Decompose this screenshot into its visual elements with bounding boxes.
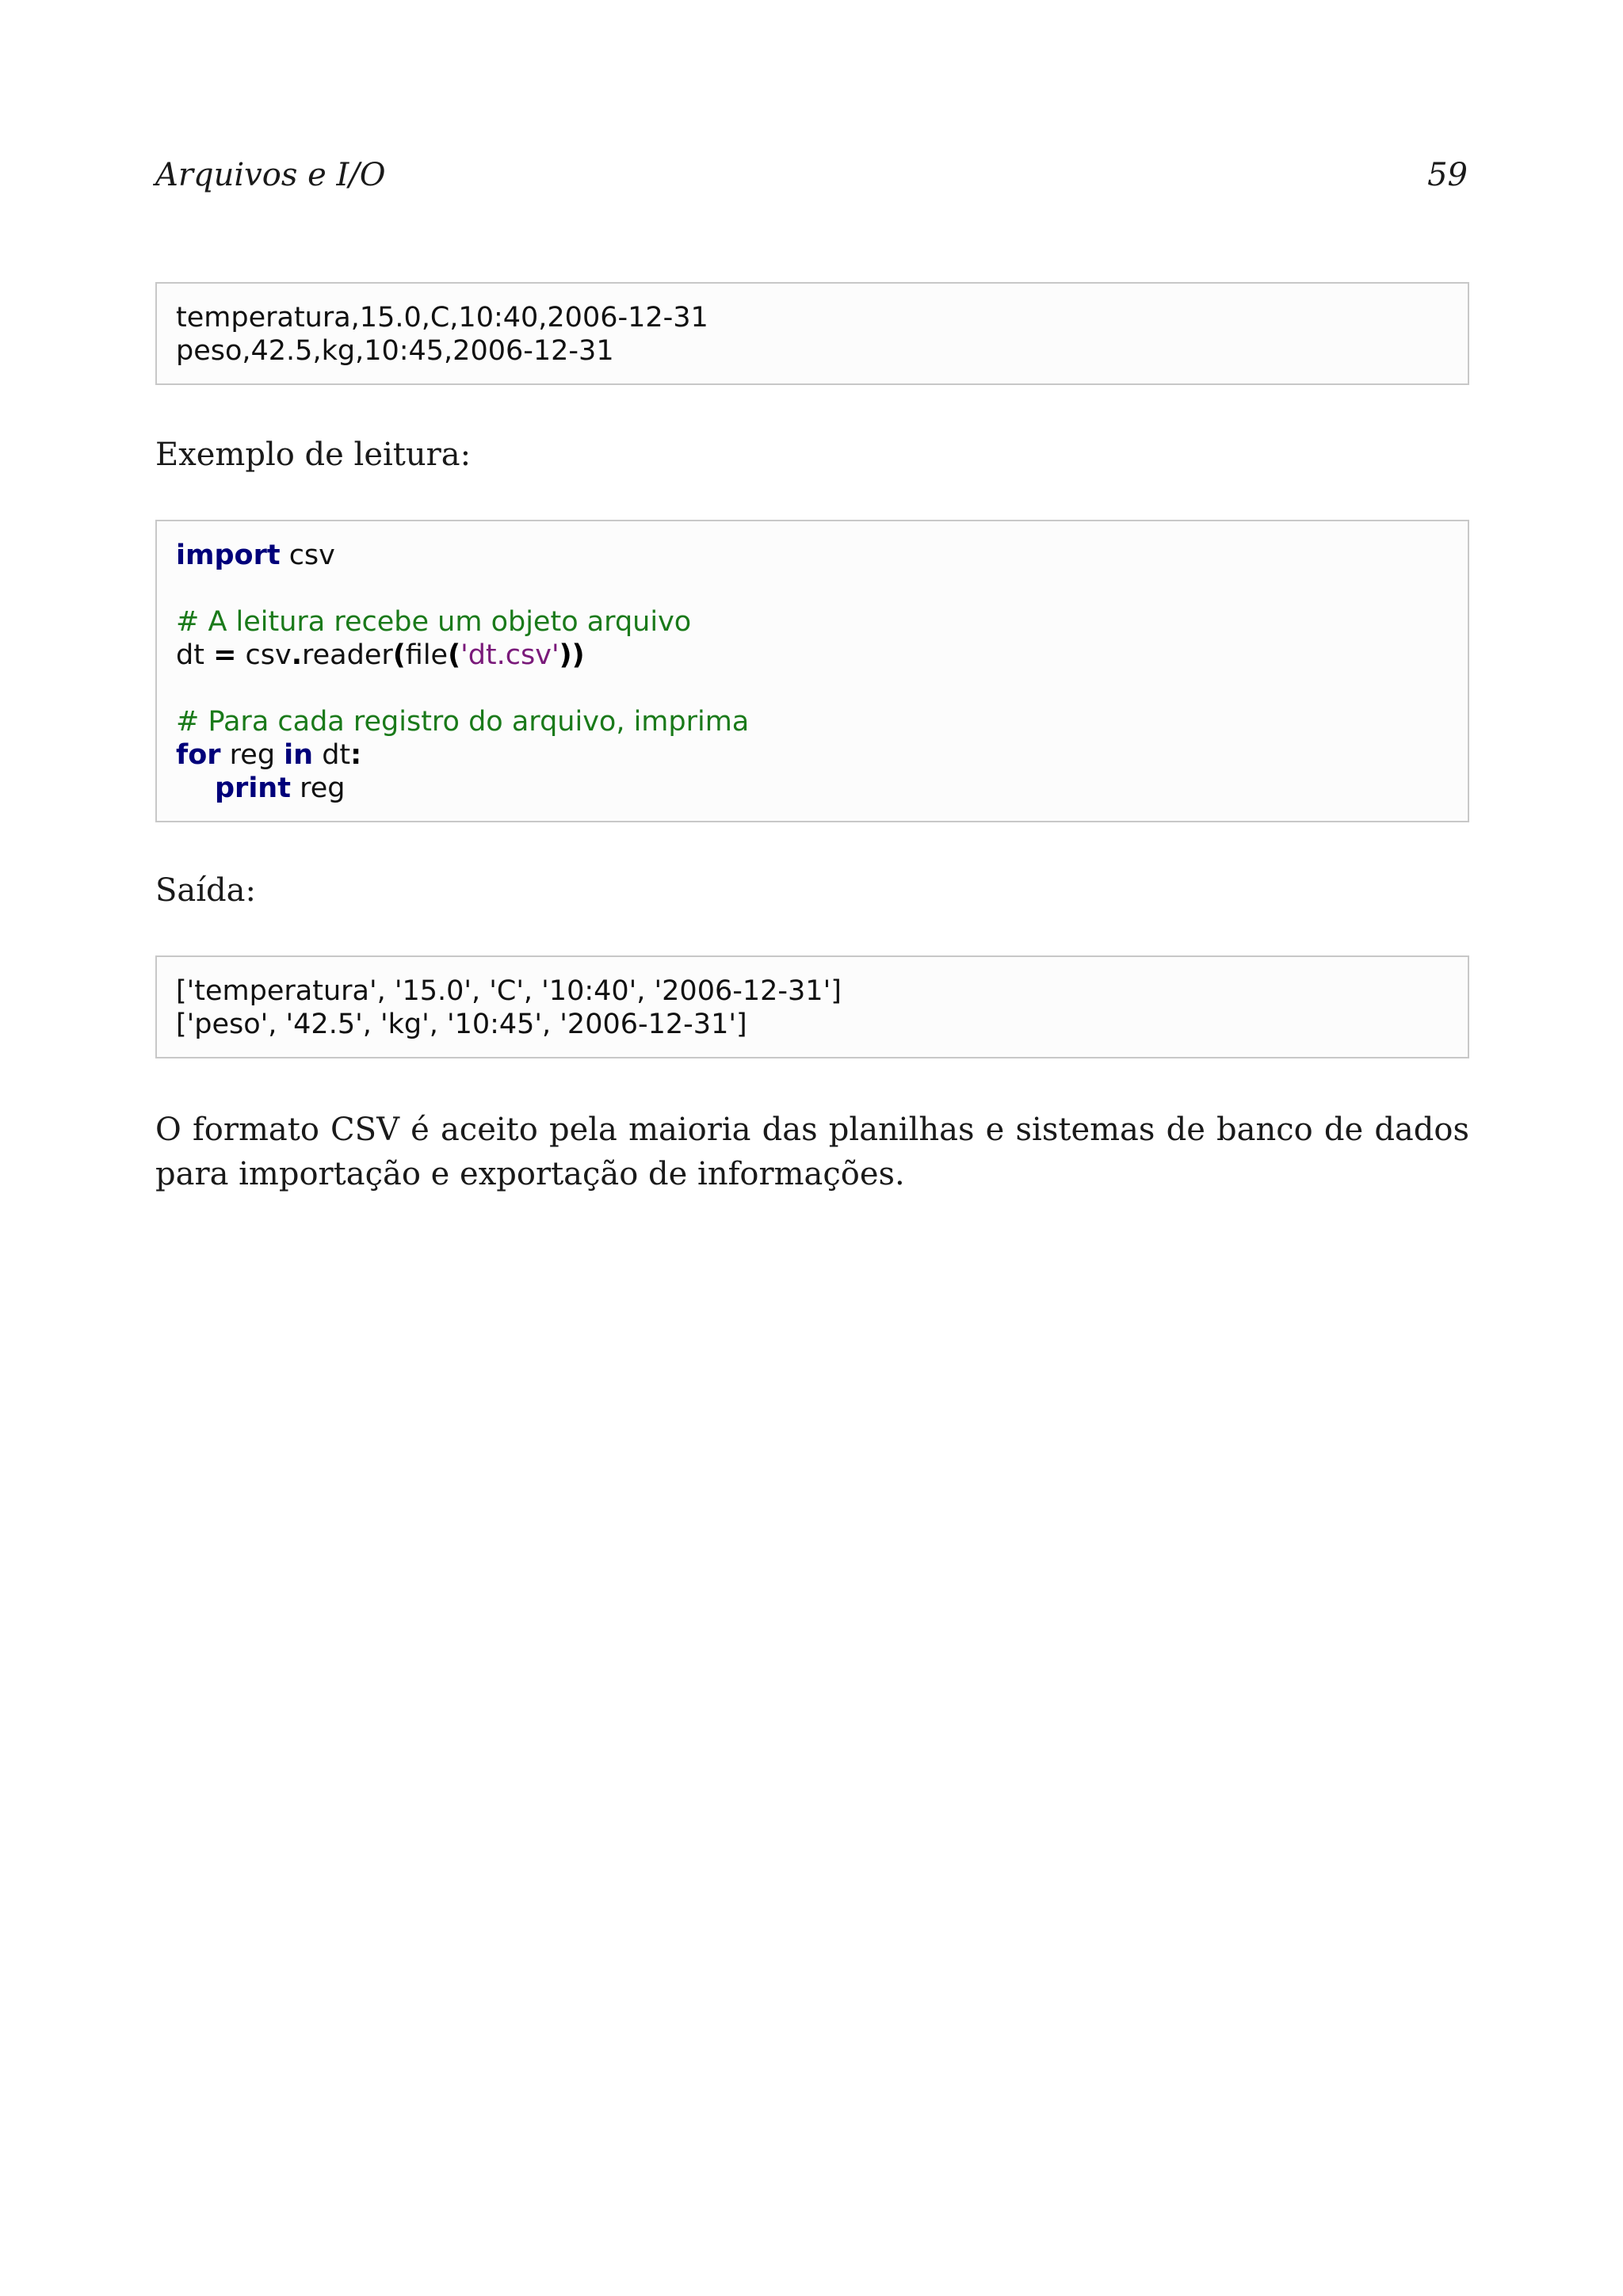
- keyword-for: for: [176, 739, 221, 771]
- code-comment: # Para cada registro do arquivo, imprima: [176, 706, 750, 738]
- keyword-import: import: [176, 540, 281, 571]
- code-comment: # A leitura recebe um objeto arquivo: [176, 606, 692, 638]
- code-text: reg: [220, 739, 285, 771]
- code-line-for: [176, 738, 1449, 772]
- intro-reading-text: Exemplo de leitura:: [155, 437, 472, 473]
- code-text: file: [405, 639, 449, 671]
- csv-file-code-block: [155, 282, 1469, 385]
- operator: (: [392, 639, 406, 671]
- running-header: [155, 157, 1468, 201]
- output-line: ['temperatura', '15.0', 'C', '10:40', '2006-12-31']: [176, 975, 842, 1007]
- code-text: reader: [302, 639, 393, 671]
- intro-output-text: Saída:: [155, 872, 256, 909]
- code-line: peso,42.5,kg,10:45,2006-12-31: [176, 335, 614, 367]
- chapter-title: Arquivos e I/O: [155, 157, 386, 193]
- code-line-reader: [176, 639, 1449, 672]
- operator: .: [291, 639, 303, 671]
- blank-line: [176, 572, 1449, 605]
- closing-paragraph: O formato CSV é aceito pela maioria das planilhas e sistemas de banco de dados para importação e exportação de informações.: [155, 1112, 1469, 1192]
- reading-code-block: [155, 520, 1469, 822]
- code-line: temperatura,15.0,C,10:40,2006-12-31: [176, 302, 708, 334]
- code-line-print: [176, 772, 1449, 805]
- operator: (: [448, 639, 461, 671]
- operator: )): [559, 639, 585, 671]
- code-text: dt: [313, 739, 351, 771]
- string-literal: 'dt.csv': [460, 639, 559, 671]
- output-code-block: [155, 955, 1469, 1058]
- keyword-print: print: [215, 772, 291, 804]
- code-line-import: [176, 539, 1449, 572]
- code-text: csv: [236, 639, 292, 671]
- operator: =: [213, 639, 237, 671]
- operator: :: [350, 739, 362, 771]
- code-text: csv: [280, 540, 335, 571]
- keyword-in: in: [284, 739, 314, 771]
- blank-line: [176, 672, 1449, 705]
- page-number: 59: [1427, 157, 1468, 193]
- output-line: ['peso', '42.5', 'kg', '10:45', '2006-12-31']: [176, 1009, 747, 1040]
- code-text: dt: [176, 639, 214, 671]
- code-text: reg: [290, 772, 346, 804]
